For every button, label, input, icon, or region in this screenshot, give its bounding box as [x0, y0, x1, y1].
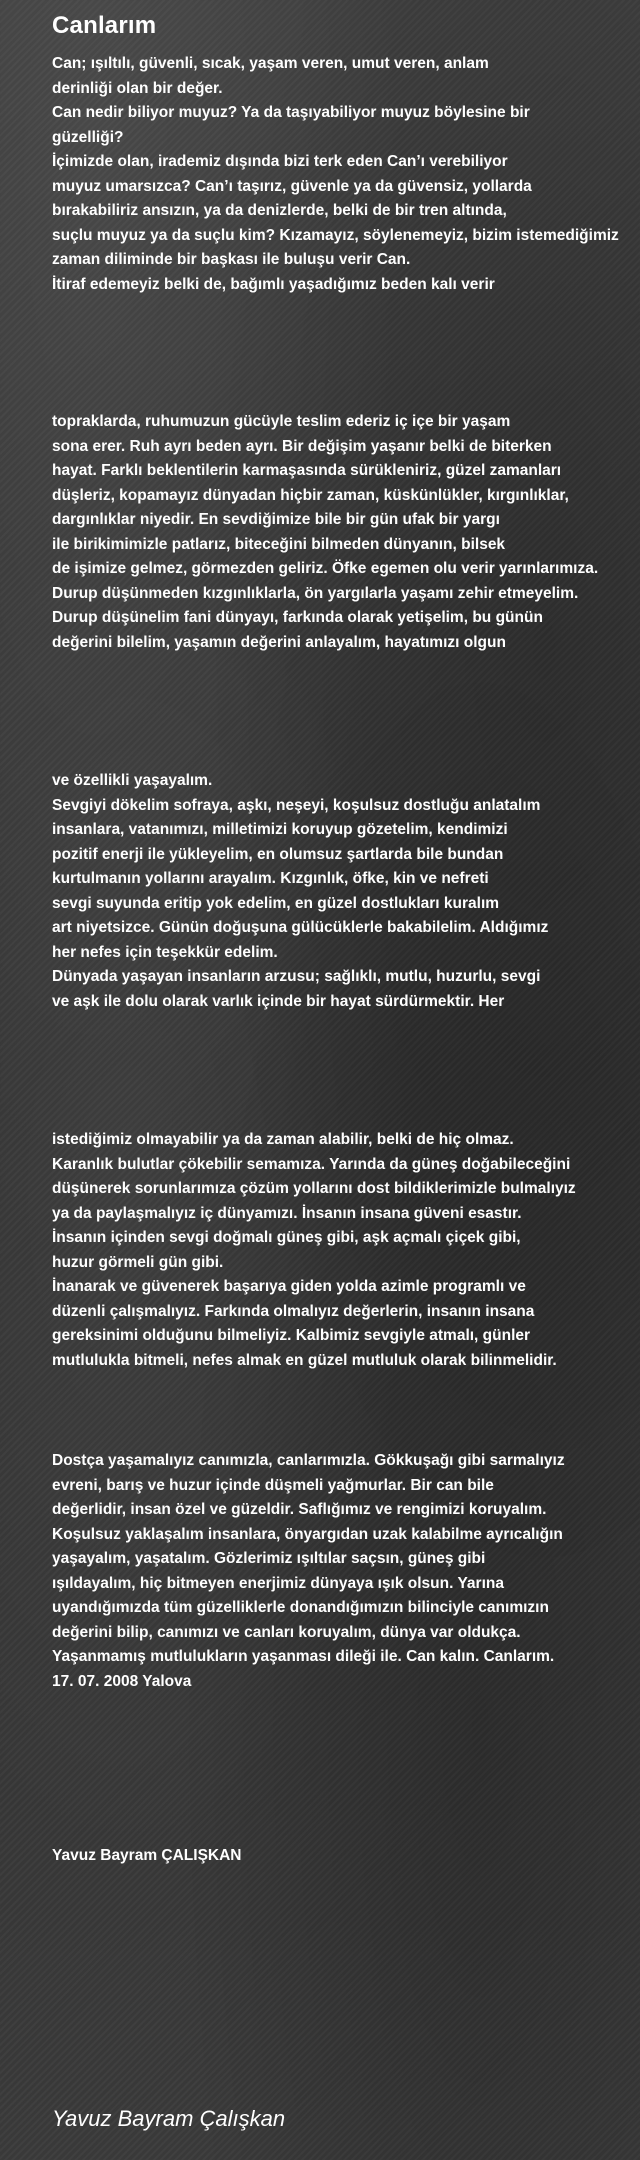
poem-stanza-4: istediğimiz olmayabilir ya da zaman alabilir, belki de hiç olmaz. Karanlık bulutlar çökebilir semamıza. Yarında da güneş doğabileceğini düşünerek sorunlarımıza çözüm yollarını dost bildiklerimizle bulmalıyız ya da paylaşmalıyız iç dünyamızı. İnsanın insana güveni esastır. İnsanın içinden sevgi doğmalı güneş gibi, aşk açmalı çiçek gibi, huzur görmeli gün gibi. İnanarak ve güvenerek başarıya giden yolda azimle programlı ve düzenli çalışmalıyız. Farkında olmalıyız değerlerin, insanın insana gereksinimi olduğunu bilmeliyiz. Kalbimiz sevgiyle atmalı, günler mutlulukla bitmeli, nefes almak en güzel mutluluk olarak bilinmelidir. [52, 1131, 576, 1369]
author-signature: Yavuz Bayram Çalışkan [52, 2106, 286, 2131]
poem-title: Canlarım [52, 12, 157, 39]
poem-stanza-3: ve özellikli yaşayalım. Sevgiyi dökelim sofraya, aşkı, neşeyi, koşulsuz dostluğu anlatalım insanlara, vatanımızı, milletimizi koruyup gözetelim, kendimizi pozitif enerji ile yükleyelim, en olumsuz şartlarda bile bundan kurtulmanın yollarını arayalım. Kızgınlık, öfke, kin ve nefreti sevgi suyunda eritip yok edelim, en güzel dostlukları kuralım art niyetsizce. Günün doğuşuna gülücüklerle bakabilelim. Aldığımız her nefes için teşekkür edelim. Dünyada yaşayan insanların arzusu; sağlıklı, mutlu, huzurlu, sevgi ve aşk ile dolu olarak varlık içinde bir hayat sürdürmektir. Her [52, 772, 549, 1010]
author-line: Yavuz Bayram ÇALIŞKAN [52, 1847, 242, 1864]
poem-stanza-1: Can; ışıltılı, güvenli, sıcak, yaşam veren, umut veren, anlam derinliği olan bir değer. Can nedir biliyor muyuz? Ya da taşıyabiliyor muyuz böylesine bir güzelliği? İçimizde olan, irademiz dışında bizi terk eden Can’ı verebiliyor muyuz umarsızca? Can’ı taşırız, güvenle ya da güvensiz, yollarda bırakabiliriz ansızın, ya da denizlerde, belki de bir tren altında, suçlu muyuz ya da suçlu kim? Kızamayız, söylenemeyiz, bizim istemediğimiz zaman diliminde bir başkası ile buluşu verir Can. İtiraf edemeyiz belki de, bağımlı yaşadığımız beden kalı verir [52, 55, 619, 293]
poem-stanza-2: topraklarda, ruhumuzun gücüyle teslim ederiz iç içe bir yaşam sona erer. Ruh ayrı beden ayrı. Bir değişim yaşanır belki de biterken hayat. Farklı beklentilerin karmaşasında sürükleniriz, güzel zamanları düşleriz, kopamayız dünyadan hiçbir zaman, küskünlükler, kırgınlıklar, dargınlıklar niyedir. En sevdiğimize bile bir gün ufak bir yargı ile birikimimizle patlarız, biteceğini bilmeden dünyanın, bilsek de işimize gelmez, görmezden geliriz. Öfke egemen olu verir yarınlarımıza. Durup düşünmeden kızgınlıklarla, ön yargılarla yaşamı zehir etmeyelim. Durup düşünelim fani dünyayı, farkında olarak yetişelim, bu günün değerini bilelim, yaşamın değerini anlayalım, hayatımızı olgun [52, 413, 599, 651]
poem-stanza-5: Dostça yaşamalıyız canımızla, canlarımızla. Gökkuşağı gibi sarmalıyız evreni, barış ve huzur içinde düşmeli yağmurlar. Bir can bile değerlidir, insan özel ve güzeldir. Saflığımız ve rengimizi koruyalım. Koşulsuz yaklaşalım insanlara, önyargıdan uzak kalabilme ayrıcalığın yaşayalım, yaşatalım. Gözlerimiz ışıltılar saçsın, güneş gibi ışıldayalım, hiç bitmeyen enerjimiz dünyaya ışık olsun. Yarına uyandığımızda tüm güzelliklerle donandığımızın bilinciyle canımızın değerini bilip, canımızı ve canları koruyalım, dünya var oldukça. Yaşanmamış mutlulukların yaşanması dileği ile. Can kalın. Canlarım. 17. 07. 2008 Yalova [52, 1452, 565, 1690]
